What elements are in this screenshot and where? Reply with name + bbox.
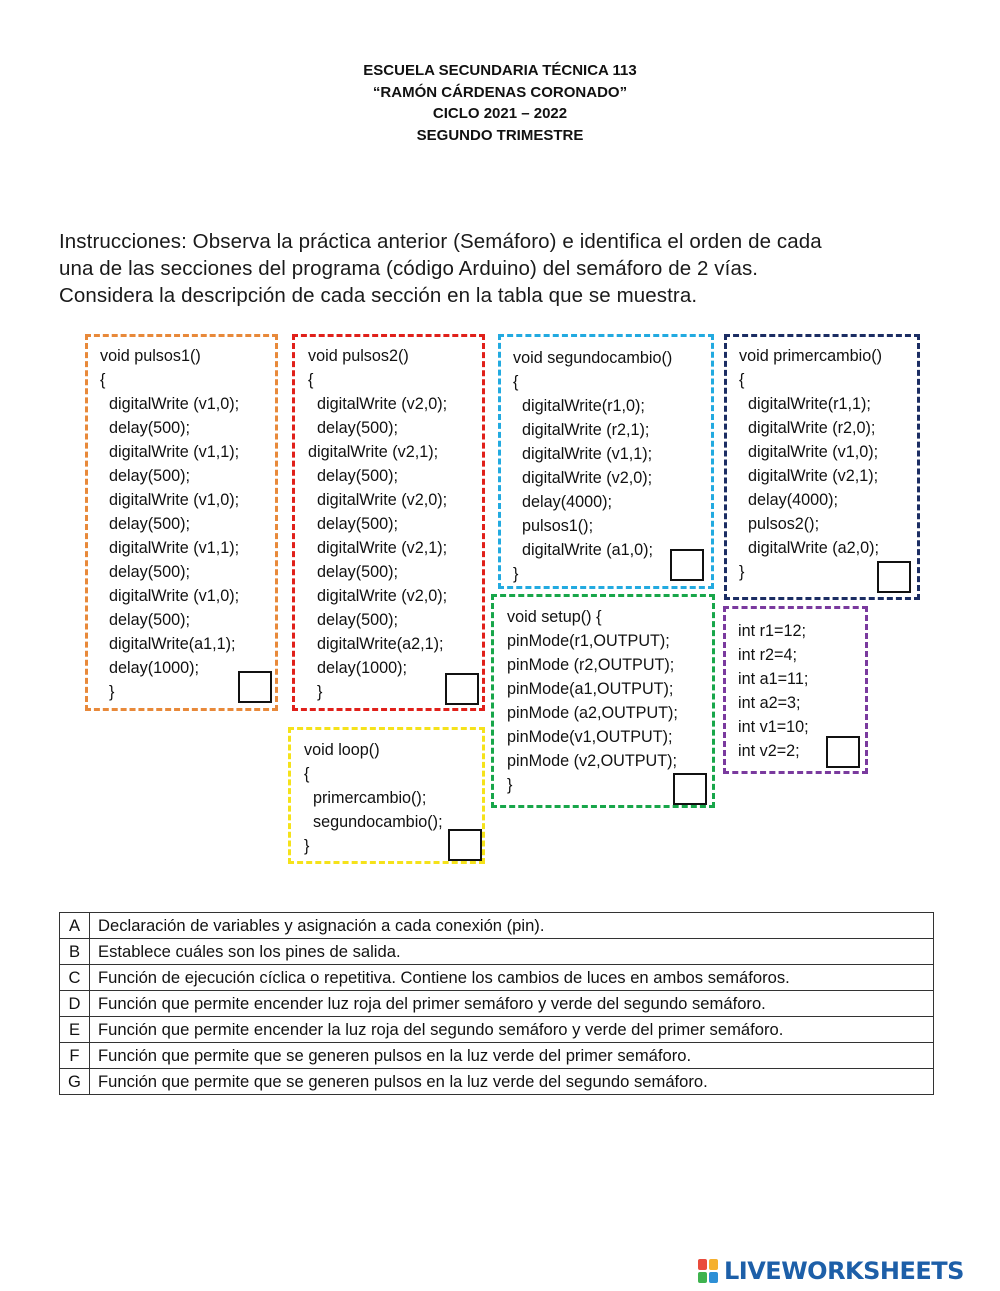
code-line: digitalWrite (v2,1); (308, 443, 439, 461)
code-line: digitalWrite (v1,1); (100, 539, 240, 557)
instructions-line-1: Instrucciones: Observa la práctica anterior (Semáforo) e identifica el orden de cada (59, 230, 822, 253)
row-letter: D (60, 991, 90, 1017)
code-line: delay(500); (308, 515, 398, 533)
code-line: digitalWrite (v1,1); (513, 445, 653, 463)
code-line: digitalWrite (v1,1); (100, 443, 240, 461)
logo-tile-v (698, 1272, 707, 1283)
row-letter: G (60, 1069, 90, 1095)
code-line: digitalWrite (a1,0); (513, 541, 654, 559)
code-line: pulsos1(); (513, 517, 594, 535)
logo-tile-i (709, 1259, 718, 1270)
code-line: { (739, 371, 745, 389)
code-line: digitalWrite (v2,0); (308, 587, 448, 605)
logo-tile-e (709, 1272, 718, 1283)
liveworksheets-logo (698, 1256, 964, 1286)
code-line: pinMode (a2,OUTPUT); (507, 704, 678, 722)
answer-box-loop[interactable] (448, 829, 482, 861)
row-description: Función que permite encender la luz roja del segundo semáforo y verde del primer semáforo. (90, 1017, 934, 1043)
code-line: } (304, 837, 310, 855)
code-line: int v2=2; (738, 742, 800, 760)
code-line: int v1=10; (738, 718, 809, 736)
code-line: digitalWrite (v2,0); (513, 469, 653, 487)
code-line: digitalWrite(r1,1); (739, 395, 871, 413)
instructions-line-3: Considera la descripción de cada sección en la tabla que se muestra. (59, 284, 698, 307)
table-row (60, 939, 934, 965)
row-letter: A (60, 913, 90, 939)
school-cycle: CICLO 2021 – 2022 (432, 105, 568, 122)
row-description: Función que permite que se generen pulsos en la luz verde del segundo semáforo. (90, 1069, 934, 1095)
code-line: digitalWrite (v1,0); (100, 587, 240, 605)
table-row (60, 1069, 934, 1095)
row-letter: B (60, 939, 90, 965)
code-block-pulsos2 (292, 334, 485, 711)
answer-box-primercambio[interactable] (877, 561, 911, 593)
code-line: digitalWrite (v1,0); (100, 395, 240, 413)
code-line: void pulsos2() (308, 347, 409, 365)
code-line: digitalWrite (v2,0); (308, 395, 448, 413)
code-line: { (100, 371, 106, 389)
table-row (60, 913, 934, 939)
answer-box-segundocambio[interactable] (670, 549, 704, 581)
code-line: digitalWrite (v1,0); (100, 491, 240, 509)
code-line: delay(4000); (513, 493, 612, 511)
code-line: int a1=11; (738, 670, 809, 688)
logo-tile-l (698, 1259, 707, 1270)
code-line: delay(500); (100, 419, 190, 437)
code-line: delay(1000); (100, 659, 199, 677)
school-term: SEGUNDO TRIMESTRE (416, 126, 584, 144)
code-line: } (739, 563, 745, 581)
code-line: void primercambio() (739, 347, 883, 365)
code-line: } (507, 776, 513, 794)
code-line: digitalWrite (v2,0); (308, 491, 448, 509)
answer-box-pulsos1[interactable] (238, 671, 272, 703)
code-line: { (513, 373, 519, 391)
code-line: pulsos2(); (739, 515, 820, 533)
code-line: delay(500); (308, 563, 398, 581)
code-line: delay(500); (100, 515, 190, 533)
row-letter: E (60, 1017, 90, 1043)
code-line: delay(500); (100, 563, 190, 581)
answer-box-variables[interactable] (826, 736, 860, 768)
code-block-pulsos1 (85, 334, 278, 711)
table-row (60, 1017, 934, 1043)
code-line: } (513, 565, 519, 583)
code-line: { (308, 371, 314, 389)
code-line: delay(4000); (739, 491, 838, 509)
school-honoree: “RAMÓN CÁRDENAS CORONADO” (372, 83, 628, 101)
code-line: delay(500); (308, 611, 398, 629)
code-line: delay(500); (100, 467, 190, 485)
instructions (59, 228, 949, 309)
row-description: Declaración de variables y asignación a cada conexión (pin). (90, 913, 934, 939)
code-line: digitalWrite(a1,1); (100, 635, 236, 653)
code-line: digitalWrite (r2,0); (739, 419, 876, 437)
code-line: void setup() { (507, 608, 602, 626)
code-line: digitalWrite (v1,0); (739, 443, 879, 461)
code-line: segundocambio(); (304, 813, 443, 831)
row-description: Función que permite encender luz roja del primer semáforo y verde del segundo semáforo. (90, 991, 934, 1017)
answer-box-pulsos2[interactable] (445, 673, 479, 705)
school-name: ESCUELA SECUNDARIA TÉCNICA 113 (363, 62, 637, 79)
document-header (0, 60, 1000, 146)
liveworksheets-logo-mark (698, 1258, 720, 1284)
liveworksheets-logo-text: LIVEWORKSHEETS (724, 1257, 964, 1285)
row-letter: F (60, 1043, 90, 1069)
answer-box-setup[interactable] (673, 773, 707, 805)
code-line: digitalWrite(a2,1); (308, 635, 444, 653)
code-line: pinMode(v1,OUTPUT); (507, 728, 673, 746)
code-line: pinMode (v2,OUTPUT); (507, 752, 678, 770)
code-line: delay(500); (100, 611, 190, 629)
code-line: pinMode(a1,OUTPUT); (507, 680, 674, 698)
instructions-line-2: una de las secciones del programa (código Arduino) del semáforo de 2 vías. (59, 257, 759, 280)
code-line: delay(500); (308, 419, 398, 437)
code-line: int a2=3; (738, 694, 801, 712)
code-line: void segundocambio() (513, 349, 673, 367)
code-line: int r1=12; (738, 622, 806, 640)
code-line: } (100, 683, 115, 701)
code-line: int r2=4; (738, 646, 797, 664)
code-line: void pulsos1() (100, 347, 201, 365)
row-letter: C (60, 965, 90, 991)
table-row (60, 965, 934, 991)
row-description: Función de ejecución cíclica o repetitiva. Contiene los cambios de luces en ambos semáforos. (90, 965, 934, 991)
code-line: primercambio(); (304, 789, 427, 807)
table-row (60, 1043, 934, 1069)
code-line: digitalWrite (r2,1); (513, 421, 650, 439)
code-line: } (308, 683, 323, 701)
code-line: digitalWrite (a2,0); (739, 539, 880, 557)
code-line: delay(1000); (308, 659, 407, 677)
description-table (59, 912, 934, 1095)
code-line: delay(500); (308, 467, 398, 485)
code-line: digitalWrite (v2,1); (308, 539, 448, 557)
code-line: pinMode (r2,OUTPUT); (507, 656, 675, 674)
code-line: void loop() (304, 741, 380, 759)
row-description: Establece cuáles son los pines de salida. (90, 939, 934, 965)
row-description: Función que permite que se generen pulsos en la luz verde del primer semáforo. (90, 1043, 934, 1069)
code-line: digitalWrite(r1,0); (513, 397, 645, 415)
code-line: digitalWrite (v2,1); (739, 467, 879, 485)
code-line: { (304, 765, 310, 783)
code-line: pinMode(r1,OUTPUT); (507, 632, 670, 650)
table-row (60, 991, 934, 1017)
